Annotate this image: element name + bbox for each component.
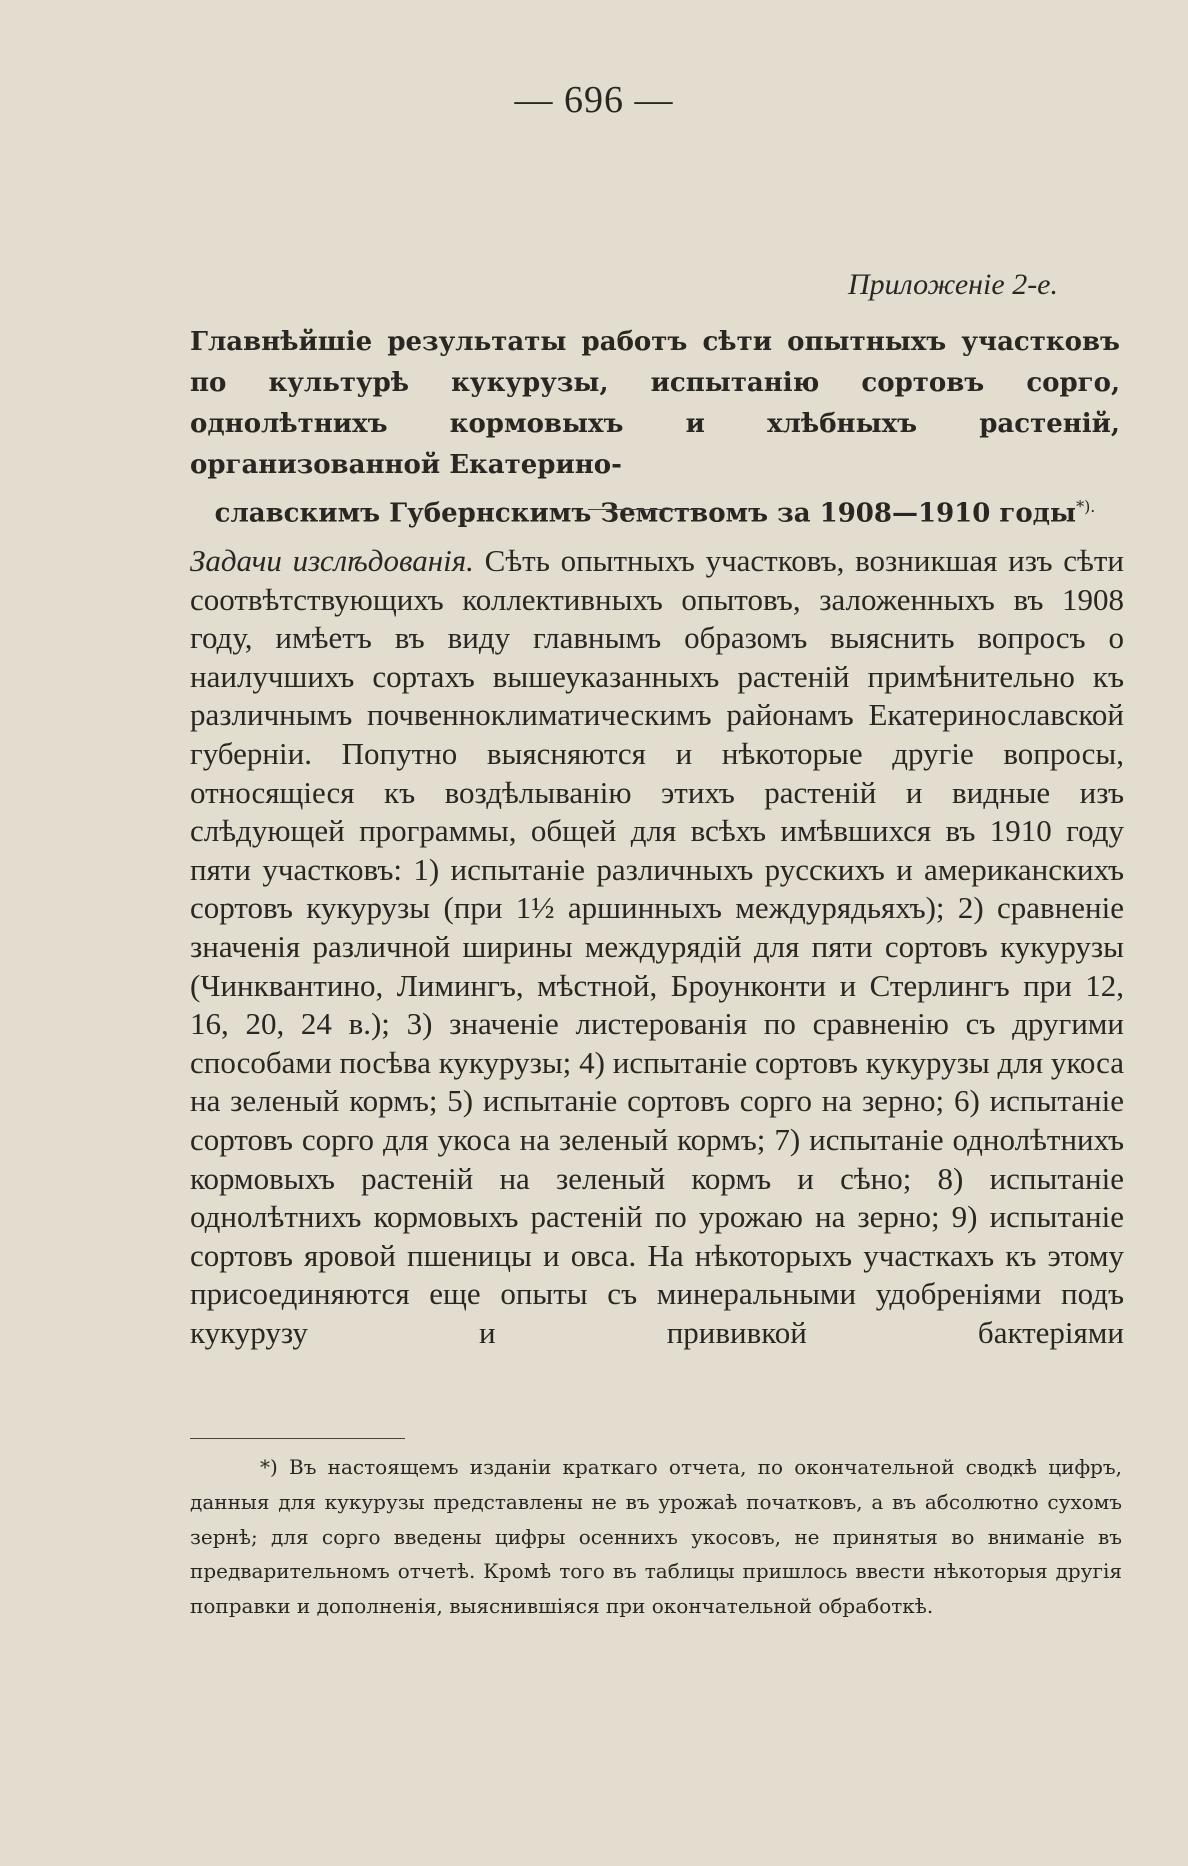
footnote-divider (190, 1438, 405, 1439)
heading-main: Главнѣйшiе результаты работъ сѣти опытныхъ участковъ по культурѣ кукурузы, испытанiю сортовъ сорго, однолѣтнихъ кормовыхъ и хлѣбныхъ растенiй, организованной Екатерино- (190, 327, 1120, 480)
section-heading (190, 322, 1120, 535)
page-number: — 696 — (514, 79, 674, 121)
footnote-mark: *) (260, 1455, 278, 1479)
footnote (190, 1450, 1122, 1624)
body-paragraph (190, 542, 1124, 1352)
paragraph-lead: Задачи изслѣдованiя. (190, 543, 474, 578)
heading-divider (588, 509, 698, 510)
paragraph-text: Сѣть опытныхъ участковъ, возникшая изъ сѣти соотвѣтствующихъ коллективныхъ опытовъ, заложенныхъ въ 1908 году, имѣетъ въ виду главнымъ образомъ выяснить вопросъ о наилучшихъ сортахъ вышеуказанныхъ растенiй примѣнительно къ различнымъ почвенноклиматическимъ районамъ Екатеринославской губернiи. Попутно выясняются и нѣкоторые другiе вопросы, относящiеся къ воздѣлыванiю этихъ растенiй и видные изъ слѣдующей программы, общей для всѣхъ имѣвшихся въ 1910 году пяти участковъ: 1) испытанiе различныхъ русскихъ и американскихъ сортовъ кукурузы (при 1½ аршинныхъ междурядьяхъ); 2) сравненiе значенiя различной ширины междурядiй для пяти сортовъ кукурузы (Чинквантино, Лимингъ, мѣстной, Броунконти и Стерлингъ при 12, 16, 20, 24 в.); 3) значенiе листерованiя по сравненiю съ другими способами посѣва кукурузы; 4) испытанiе сортовъ кукурузы для укоса на зеленый кормъ; 5) испытанiе сортовъ сорго на зерно; 6) испытанiе сортовъ сорго для укоса на зеленый кормъ; 7) испытанiе однолѣтнихъ кормовыхъ растенiй на зеленый кормъ и сѣно; 8) испытанiе однолѣтнихъ кормовыхъ растенiй по урожаю на зерно; 9) испытанiе сортовъ яровой пшеницы и овса. На нѣкоторыхъ участкахъ къ этому присоединяются еще опыты съ минеральными удобренiями подъ кукурузу и прививкой бактерiями (190, 543, 1124, 1350)
appendix-label: Приложенiе 2-е. (847, 268, 1058, 301)
heading-last-line (190, 486, 1120, 535)
heading-last-text: славскимъ Губернскимъ Земствомъ за 1908—1910 годы (214, 498, 1077, 529)
heading-footnote-ref: *). (1076, 497, 1096, 516)
footnote-text: Въ настоящемъ изданiи краткаго отчета, по окончательной сводкѣ цифръ, данныя для кукурузы представлены не въ урожаѣ початковъ, а въ абсолютно сухомъ зернѣ; для сорго введены цифры осеннихъ укосовъ, не принятыя во вниманiе въ предварительномъ отчетѣ. Кромѣ того въ таблицы пришлось ввести нѣкоторыя другiя поправки и дополненiя, выяснившiяся при окончательной обработкѣ. (190, 1455, 1122, 1619)
